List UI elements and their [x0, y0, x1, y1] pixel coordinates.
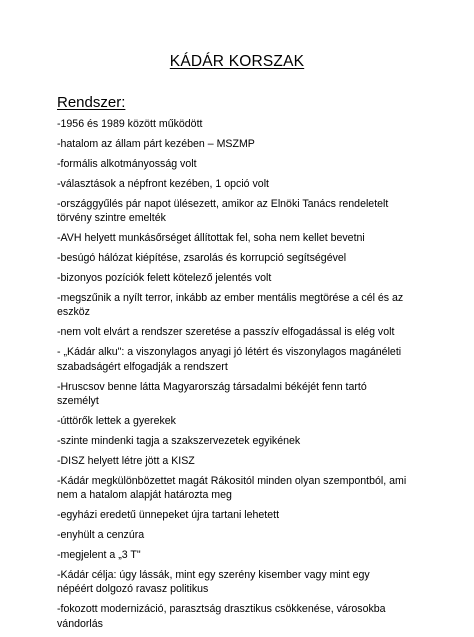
- list-item: [57, 137, 427, 152]
- list-item: [57, 157, 427, 172]
- list-item-line: -megjelent a „3 T": [57, 549, 141, 561]
- list-item-line: -besúgó hálózat kiépítése, zsarolás és korrupció segítségével: [57, 251, 347, 264]
- page-title: KÁDÁR KORSZAK: [169, 53, 305, 70]
- list-item-line: -megszűnik a nyílt terror, inkább az ember mentális megtörése a cél és az: [57, 291, 404, 304]
- list-item: [57, 602, 427, 631]
- list-item: [57, 231, 427, 246]
- list-item-line: -formális alkotmányosság volt: [57, 157, 197, 170]
- section-heading: Rendszer:: [57, 94, 126, 111]
- list-item-line: -egyházi eredetű ünnepeket újra tartani lehetett: [57, 509, 280, 522]
- list-item: [57, 380, 427, 409]
- list-item-line: -Kádár megkülönbözettet magát Rákositól minden olyan szempontból, ami: [57, 474, 407, 487]
- list-item-line: vándorlás: [57, 617, 103, 630]
- list-item-line: -választások a népfront kezében, 1 opció volt: [57, 177, 269, 190]
- list-item-line: eszköz: [57, 306, 90, 319]
- list-item: [57, 177, 427, 192]
- list-item: [57, 251, 427, 266]
- list-item-line: -nem volt elvárt a rendszer szeretése a passzív elfogadással is elég volt: [57, 326, 395, 339]
- list-item-line: -DISZ helyett létre jött a KISZ: [57, 454, 195, 467]
- list-item: [57, 508, 427, 523]
- list-item-line: szabadságért elfogadják a rendszert: [57, 360, 228, 373]
- list-item-line: -fokozott modernizáció, parasztság drasztikus csökkenése, városokba: [57, 603, 386, 616]
- list-item-line: -enyhült a cenzúra: [57, 529, 145, 542]
- list-item-line: -bizonyos pozíciók felett kötelező jelentés volt: [57, 271, 272, 284]
- bullet-list: [57, 117, 427, 637]
- list-item-line: -AVH helyett munkásőrséget állítottak fel, soha nem kellet bevetni: [57, 232, 365, 245]
- list-item-line: törvény szintre emelték: [57, 212, 166, 225]
- list-item: [57, 474, 427, 503]
- list-item: [57, 548, 427, 563]
- list-item-line: - „Kádár alku": a viszonylagos anyagi jó létért és viszonylagos magánéleti: [57, 346, 402, 359]
- list-item: [57, 117, 427, 132]
- list-item: [57, 528, 427, 543]
- list-item: [57, 454, 427, 469]
- list-item: [57, 197, 427, 226]
- list-item-line: -1956 és 1989 között működött: [57, 118, 203, 130]
- list-item: [57, 291, 427, 320]
- list-item-line: -szinte mindenki tagja a szakszervezetek egyikének: [57, 434, 301, 447]
- list-item-line: személyt: [57, 395, 99, 408]
- list-item-line: -úttörők lettek a gyerekek: [57, 415, 176, 428]
- list-item-line: nem a hatalom alapját határozta meg: [57, 489, 232, 502]
- list-item: [57, 568, 427, 597]
- list-item-line: népéért dolgozó ravasz politikus: [57, 583, 209, 596]
- list-item: [57, 325, 427, 340]
- list-item-line: -Hruscsov benne látta Magyarország társadalmi békéjét fenn tartó: [57, 380, 367, 393]
- list-item: [57, 434, 427, 449]
- list-item-line: -országgyűlés pár napot ülésezett, amikor az Elnöki Tanács rendeletelt: [57, 197, 389, 210]
- list-item-line: -Kádár célja: úgy lássák, mint egy szerény kisember vagy mint egy: [57, 568, 370, 581]
- list-item-line: -hatalom az állam párt kezében – MSZMP: [57, 137, 255, 150]
- list-item: [57, 414, 427, 429]
- list-item: [57, 271, 427, 286]
- list-item: [57, 345, 427, 374]
